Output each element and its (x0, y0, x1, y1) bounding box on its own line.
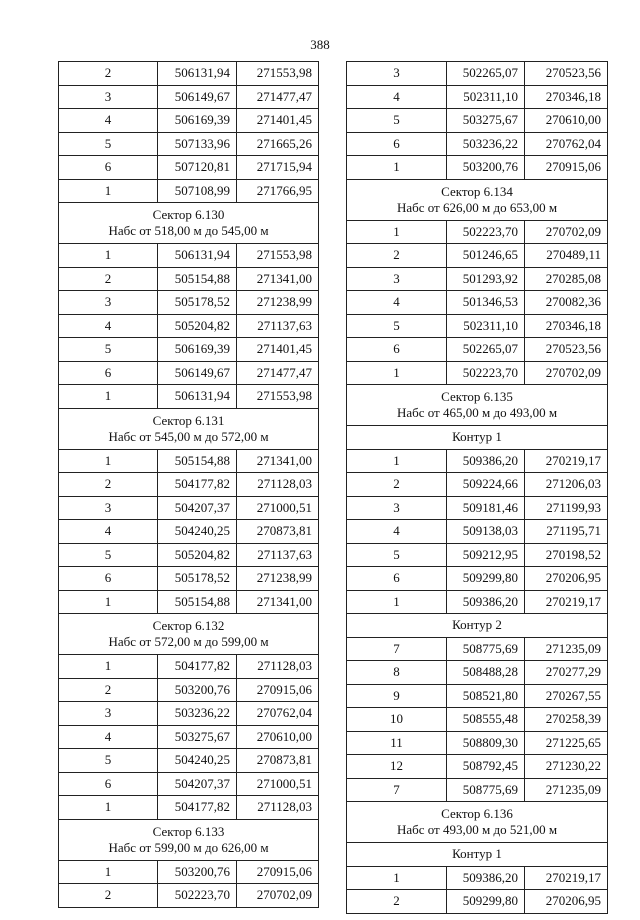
y-coordinate-cell: 271128,03 (237, 796, 319, 820)
x-coordinate-cell: 507108,99 (158, 179, 237, 203)
coordinate-row (59, 590, 319, 614)
point-number-cell: 2 (347, 473, 447, 497)
coordinate-row (59, 749, 319, 773)
coordinate-row (59, 449, 319, 473)
contour-header-row (347, 614, 608, 638)
coordinate-row (59, 179, 319, 203)
x-coordinate-cell: 505178,52 (158, 291, 237, 315)
sector-title: Сектор 6.133 (152, 823, 225, 839)
x-coordinate-cell: 504177,82 (158, 473, 237, 497)
coordinate-row (59, 85, 319, 109)
left-coordinates-table-column (58, 61, 318, 908)
y-coordinate-cell: 271553,98 (237, 244, 319, 268)
y-coordinate-cell: 271401,45 (237, 109, 319, 133)
y-coordinate-cell: 271137,63 (237, 314, 319, 338)
coordinate-row (59, 567, 319, 591)
coordinate-row (59, 244, 319, 268)
y-coordinate-cell: 270762,04 (525, 132, 608, 156)
point-number-cell: 3 (59, 702, 158, 726)
y-coordinate-cell: 270523,56 (525, 62, 608, 86)
x-coordinate-cell: 509386,20 (447, 590, 525, 614)
point-number-cell: 12 (347, 755, 447, 779)
x-coordinate-cell: 506169,39 (158, 338, 237, 362)
point-number-cell: 5 (59, 338, 158, 362)
coordinate-row (347, 637, 608, 661)
coordinate-row (347, 731, 608, 755)
x-coordinate-cell: 504240,25 (158, 520, 237, 544)
point-number-cell: 3 (347, 496, 447, 520)
sector-header (347, 179, 608, 220)
y-coordinate-cell: 271341,00 (237, 449, 319, 473)
point-number-cell: 11 (347, 731, 447, 755)
sector-header (59, 203, 319, 244)
x-coordinate-cell: 503275,67 (158, 725, 237, 749)
coordinate-row (347, 661, 608, 685)
x-coordinate-cell: 504207,37 (158, 772, 237, 796)
y-coordinate-cell: 271238,99 (237, 567, 319, 591)
point-number-cell: 1 (59, 449, 158, 473)
point-number-cell: 3 (59, 291, 158, 315)
y-coordinate-cell: 271665,26 (237, 132, 319, 156)
point-number-cell: 4 (59, 725, 158, 749)
x-coordinate-cell: 507133,96 (158, 132, 237, 156)
sector-depth-range: Набс от 465,00 м до 493,00 м (396, 405, 558, 420)
x-coordinate-cell: 507120,81 (158, 156, 237, 180)
coordinate-row (347, 708, 608, 732)
coordinate-row (59, 702, 319, 726)
x-coordinate-cell: 503200,76 (447, 156, 525, 180)
x-coordinate-cell: 509299,80 (447, 890, 525, 914)
x-coordinate-cell: 509181,46 (447, 496, 525, 520)
y-coordinate-cell: 270277,29 (525, 661, 608, 685)
coordinate-row (347, 590, 608, 614)
y-coordinate-cell: 270702,09 (525, 220, 608, 244)
x-coordinate-cell: 508488,28 (447, 661, 525, 685)
point-number-cell: 2 (347, 244, 447, 268)
y-coordinate-cell: 271553,98 (237, 62, 319, 86)
coordinate-row (347, 473, 608, 497)
x-coordinate-cell: 505204,82 (158, 543, 237, 567)
y-coordinate-cell: 270915,06 (237, 678, 319, 702)
x-coordinate-cell: 505154,88 (158, 590, 237, 614)
sector-title: Сектор 6.132 (152, 618, 225, 633)
contour-label: Контур 1 (347, 426, 608, 450)
point-number-cell: 6 (59, 772, 158, 796)
point-number-cell: 6 (59, 361, 158, 385)
y-coordinate-cell: 271235,09 (525, 637, 608, 661)
y-coordinate-cell: 271206,03 (525, 473, 608, 497)
point-number-cell: 5 (59, 749, 158, 773)
y-coordinate-cell: 271128,03 (237, 655, 319, 679)
x-coordinate-cell: 508792,45 (447, 755, 525, 779)
x-coordinate-cell: 509386,20 (447, 866, 525, 890)
y-coordinate-cell: 270702,09 (237, 884, 319, 908)
point-number-cell: 3 (59, 85, 158, 109)
sector-title: Сектор 6.135 (441, 389, 513, 404)
x-coordinate-cell: 501246,65 (447, 244, 525, 268)
coordinate-row (59, 772, 319, 796)
coordinate-row (59, 860, 319, 884)
y-coordinate-cell: 271477,47 (237, 85, 319, 109)
x-coordinate-cell: 502223,70 (447, 220, 525, 244)
y-coordinate-cell: 271235,09 (525, 778, 608, 802)
x-coordinate-cell: 508775,69 (447, 778, 525, 802)
x-coordinate-cell: 503275,67 (447, 109, 525, 133)
sector-depth-range: Набс от 599,00 м до 626,00 м (108, 839, 269, 855)
point-number-cell: 2 (59, 62, 158, 86)
point-number-cell: 3 (59, 496, 158, 520)
coordinate-row (59, 62, 319, 86)
x-coordinate-cell: 502223,70 (447, 361, 525, 385)
y-coordinate-cell: 270346,18 (525, 85, 608, 109)
sector-header-row (347, 179, 608, 220)
sector-depth-range: Набс от 626,00 м до 653,00 м (396, 199, 558, 215)
y-coordinate-cell: 270285,08 (525, 267, 608, 291)
point-number-cell: 1 (59, 590, 158, 614)
y-coordinate-cell: 270873,81 (237, 749, 319, 773)
point-number-cell: 1 (347, 590, 447, 614)
coordinate-row (59, 473, 319, 497)
point-number-cell: 6 (347, 338, 447, 362)
coordinate-row (347, 291, 608, 315)
y-coordinate-cell: 271341,00 (237, 590, 319, 614)
y-coordinate-cell: 270610,00 (525, 109, 608, 133)
coordinate-row (347, 244, 608, 268)
coordinate-row (59, 543, 319, 567)
y-coordinate-cell: 270082,36 (525, 291, 608, 315)
sector-header-row (59, 408, 319, 449)
y-coordinate-cell: 270258,39 (525, 708, 608, 732)
coordinate-row (59, 109, 319, 133)
x-coordinate-cell: 506131,94 (158, 385, 237, 409)
coordinate-row (59, 361, 319, 385)
point-number-cell: 5 (59, 132, 158, 156)
x-coordinate-cell: 505204,82 (158, 314, 237, 338)
coordinate-row (347, 567, 608, 591)
x-coordinate-cell: 505154,88 (158, 267, 237, 291)
right-coordinates-table-column (346, 61, 607, 914)
point-number-cell: 2 (59, 884, 158, 908)
sector-header-row (59, 819, 319, 860)
point-number-cell: 1 (59, 655, 158, 679)
y-coordinate-cell: 270702,09 (525, 361, 608, 385)
point-number-cell: 2 (59, 473, 158, 497)
point-number-cell: 8 (347, 661, 447, 685)
point-number-cell: 4 (347, 85, 447, 109)
coordinate-row (347, 520, 608, 544)
sector-depth-range: Набс от 493,00 м до 521,00 м (396, 822, 558, 837)
coordinates-table-left (58, 61, 319, 908)
y-coordinate-cell: 270198,52 (525, 543, 608, 567)
sector-header-row (59, 203, 319, 244)
x-coordinate-cell: 509299,80 (447, 567, 525, 591)
point-number-cell: 1 (347, 220, 447, 244)
x-coordinate-cell: 508775,69 (447, 637, 525, 661)
coordinate-row (347, 866, 608, 890)
sector-header-row (347, 385, 608, 426)
x-coordinate-cell: 503200,76 (158, 678, 237, 702)
point-number-cell: 1 (347, 449, 447, 473)
point-number-cell: 1 (59, 244, 158, 268)
x-coordinate-cell: 502311,10 (447, 314, 525, 338)
x-coordinate-cell: 508809,30 (447, 731, 525, 755)
coordinate-row (347, 132, 608, 156)
x-coordinate-cell: 501346,53 (447, 291, 525, 315)
x-coordinate-cell: 505178,52 (158, 567, 237, 591)
point-number-cell: 1 (59, 385, 158, 409)
point-number-cell: 1 (347, 361, 447, 385)
x-coordinate-cell: 503236,22 (447, 132, 525, 156)
coordinate-row (59, 884, 319, 908)
coordinate-row (347, 109, 608, 133)
coordinate-row (347, 220, 608, 244)
sector-title: Сектор 6.131 (152, 412, 225, 428)
point-number-cell: 1 (347, 866, 447, 890)
x-coordinate-cell: 506131,94 (158, 244, 237, 268)
y-coordinate-cell: 270610,00 (237, 725, 319, 749)
point-number-cell: 5 (347, 109, 447, 133)
y-coordinate-cell: 271225,65 (525, 731, 608, 755)
y-coordinate-cell: 270346,18 (525, 314, 608, 338)
y-coordinate-cell: 271137,63 (237, 543, 319, 567)
point-number-cell: 6 (59, 567, 158, 591)
y-coordinate-cell: 271199,93 (525, 496, 608, 520)
x-coordinate-cell: 503236,22 (158, 702, 237, 726)
y-coordinate-cell: 271341,00 (237, 267, 319, 291)
sector-header (59, 819, 319, 860)
coordinate-row (347, 62, 608, 86)
y-coordinate-cell: 271766,95 (237, 179, 319, 203)
coordinate-row (59, 796, 319, 820)
sector-header (347, 802, 608, 843)
point-number-cell: 5 (347, 314, 447, 338)
coordinate-row (59, 655, 319, 679)
coordinate-row (347, 314, 608, 338)
y-coordinate-cell: 271230,22 (525, 755, 608, 779)
coordinate-row (347, 85, 608, 109)
y-coordinate-cell: 270219,17 (525, 866, 608, 890)
point-number-cell: 1 (59, 179, 158, 203)
point-number-cell: 7 (347, 637, 447, 661)
sector-title: Сектор 6.136 (441, 806, 513, 821)
x-coordinate-cell: 503200,76 (158, 860, 237, 884)
x-coordinate-cell: 501293,92 (447, 267, 525, 291)
x-coordinate-cell: 506131,94 (158, 62, 237, 86)
point-number-cell: 2 (59, 678, 158, 702)
x-coordinate-cell: 506149,67 (158, 361, 237, 385)
sector-depth-range: Набс от 518,00 м до 545,00 м (108, 223, 269, 238)
y-coordinate-cell: 270206,95 (525, 567, 608, 591)
point-number-cell: 3 (347, 62, 447, 86)
x-coordinate-cell: 506149,67 (158, 85, 237, 109)
coordinate-row (59, 291, 319, 315)
point-number-cell: 5 (59, 543, 158, 567)
page-number: 388 (310, 37, 330, 52)
x-coordinate-cell: 509224,66 (447, 473, 525, 497)
y-coordinate-cell: 271553,98 (237, 385, 319, 409)
x-coordinate-cell: 506169,39 (158, 109, 237, 133)
point-number-cell: 2 (347, 890, 447, 914)
coordinate-row (347, 684, 608, 708)
x-coordinate-cell: 508555,48 (447, 708, 525, 732)
point-number-cell: 1 (59, 796, 158, 820)
point-number-cell: 7 (347, 778, 447, 802)
x-coordinate-cell: 502311,10 (447, 85, 525, 109)
contour-header-row (347, 426, 608, 450)
point-number-cell: 6 (347, 132, 447, 156)
coordinate-row (59, 338, 319, 362)
y-coordinate-cell: 270267,55 (525, 684, 608, 708)
x-coordinate-cell: 502223,70 (158, 884, 237, 908)
y-coordinate-cell: 271195,71 (525, 520, 608, 544)
y-coordinate-cell: 271715,94 (237, 156, 319, 180)
y-coordinate-cell: 270523,56 (525, 338, 608, 362)
point-number-cell: 3 (347, 267, 447, 291)
point-number-cell: 1 (59, 860, 158, 884)
coordinate-row (59, 314, 319, 338)
coordinate-row (347, 496, 608, 520)
x-coordinate-cell: 502265,07 (447, 62, 525, 86)
point-number-cell: 4 (347, 520, 447, 544)
contour-header-row (347, 843, 608, 867)
sector-depth-range: Набс от 545,00 м до 572,00 м (108, 428, 269, 444)
x-coordinate-cell: 509386,20 (447, 449, 525, 473)
coordinate-row (59, 385, 319, 409)
coordinate-row (59, 156, 319, 180)
coordinate-row (347, 755, 608, 779)
y-coordinate-cell: 270915,06 (525, 156, 608, 180)
coordinate-row (59, 678, 319, 702)
y-coordinate-cell: 270219,17 (525, 590, 608, 614)
x-coordinate-cell: 509138,03 (447, 520, 525, 544)
point-number-cell: 6 (347, 567, 447, 591)
x-coordinate-cell: 504177,82 (158, 655, 237, 679)
sector-header (59, 614, 319, 655)
y-coordinate-cell: 271401,45 (237, 338, 319, 362)
coordinate-row (347, 338, 608, 362)
y-coordinate-cell: 270762,04 (237, 702, 319, 726)
x-coordinate-cell: 502265,07 (447, 338, 525, 362)
coordinate-row (59, 267, 319, 291)
y-coordinate-cell: 271000,51 (237, 496, 319, 520)
sector-header (59, 408, 319, 449)
point-number-cell: 4 (59, 109, 158, 133)
coordinate-row (59, 132, 319, 156)
y-coordinate-cell: 271128,03 (237, 473, 319, 497)
point-number-cell: 4 (59, 520, 158, 544)
sector-title: Сектор 6.130 (152, 207, 225, 222)
point-number-cell: 4 (59, 314, 158, 338)
x-coordinate-cell: 505154,88 (158, 449, 237, 473)
point-number-cell: 2 (59, 267, 158, 291)
coordinate-row (347, 543, 608, 567)
coordinate-row (347, 449, 608, 473)
x-coordinate-cell: 504177,82 (158, 796, 237, 820)
y-coordinate-cell: 270489,11 (525, 244, 608, 268)
sector-depth-range: Набс от 572,00 м до 599,00 м (108, 634, 269, 649)
y-coordinate-cell: 270206,95 (525, 890, 608, 914)
point-number-cell: 5 (347, 543, 447, 567)
x-coordinate-cell: 509212,95 (447, 543, 525, 567)
y-coordinate-cell: 271477,47 (237, 361, 319, 385)
y-coordinate-cell: 271238,99 (237, 291, 319, 315)
coordinate-row (59, 496, 319, 520)
coordinate-row (347, 778, 608, 802)
sector-header-row (59, 614, 319, 655)
x-coordinate-cell: 508521,80 (447, 684, 525, 708)
sector-title: Сектор 6.134 (441, 183, 513, 199)
coordinate-row (59, 725, 319, 749)
point-number-cell: 6 (59, 156, 158, 180)
x-coordinate-cell: 504207,37 (158, 496, 237, 520)
y-coordinate-cell: 270219,17 (525, 449, 608, 473)
y-coordinate-cell: 271000,51 (237, 772, 319, 796)
contour-label: Контур 2 (347, 614, 608, 638)
x-coordinate-cell: 504240,25 (158, 749, 237, 773)
contour-label: Контур 1 (347, 843, 608, 867)
coordinate-row (347, 361, 608, 385)
coordinate-row (347, 890, 608, 914)
coordinate-row (347, 267, 608, 291)
point-number-cell: 9 (347, 684, 447, 708)
coordinate-row (59, 520, 319, 544)
point-number-cell: 1 (347, 156, 447, 180)
sector-header (347, 385, 608, 426)
sector-header-row (347, 802, 608, 843)
coordinate-row (347, 156, 608, 180)
point-number-cell: 4 (347, 291, 447, 315)
y-coordinate-cell: 270915,06 (237, 860, 319, 884)
coordinates-table-right (346, 61, 608, 914)
y-coordinate-cell: 270873,81 (237, 520, 319, 544)
point-number-cell: 10 (347, 708, 447, 732)
